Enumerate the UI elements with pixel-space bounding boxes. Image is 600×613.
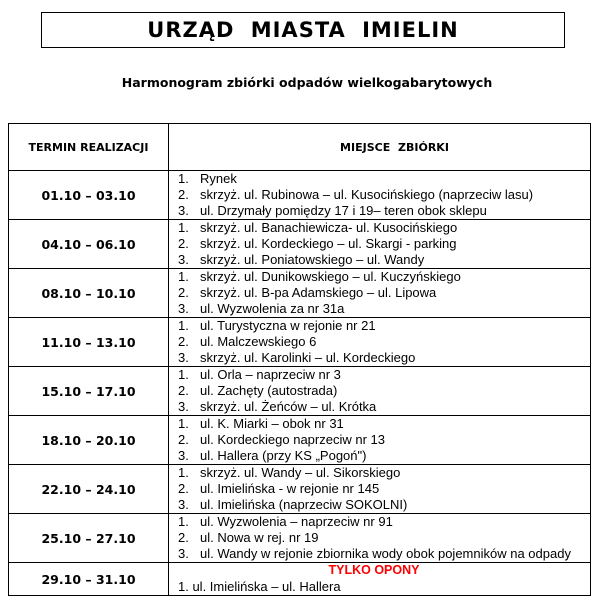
schedule-table	[8, 123, 591, 596]
list-item	[178, 399, 590, 415]
list-item	[178, 171, 590, 187]
list-item-text: skrzyż. ul. Banachiewicza- ul. Kusocińskiego	[200, 220, 458, 235]
table-row	[9, 563, 591, 596]
table-row	[9, 367, 591, 416]
list-item	[178, 578, 590, 595]
list-item-number: 1.	[178, 465, 189, 480]
list-item-number: 1.	[178, 269, 189, 284]
list-item-number: 2.	[178, 432, 189, 447]
title-box	[41, 12, 565, 48]
list-item	[178, 416, 590, 432]
list-item-number: 2.	[178, 530, 189, 545]
list-item	[178, 334, 590, 350]
page-subtitle: Harmonogram zbiórki odpadów wielkogabarytowych	[121, 75, 493, 90]
list-item-number: 2.	[178, 334, 189, 349]
list-item	[178, 383, 590, 399]
list-item-text: 1. ul. Imielińska – ul. Hallera	[178, 579, 341, 594]
list-item-text: skrzyż. ul. Karolinki – ul. Kordeckiego	[200, 350, 416, 365]
collection-places	[169, 171, 591, 220]
list-item	[178, 350, 590, 366]
list-item-text: ul. Imielińska (naprzeciw SOKOLNI)	[200, 497, 408, 512]
list-item-number: 1.	[178, 220, 189, 235]
list-item-text: ul. Malczewskiego 6	[200, 334, 317, 349]
collection-date: 08.10 – 10.10	[9, 269, 169, 318]
list-item-number: 3.	[178, 546, 189, 561]
list-item-number: 3.	[178, 203, 189, 218]
table-row	[9, 220, 591, 269]
collection-date: 04.10 – 06.10	[9, 220, 169, 269]
list-item	[178, 318, 590, 334]
list-item	[178, 203, 590, 219]
list-item	[178, 187, 590, 203]
list-item-text: Rynek	[200, 171, 237, 186]
collection-date: 22.10 – 24.10	[9, 465, 169, 514]
list-item	[178, 530, 590, 546]
list-item	[178, 497, 590, 513]
list-item	[178, 252, 590, 268]
list-item-text: ul. Imielińska - w rejonie nr 145	[200, 481, 380, 496]
collection-date: 11.10 – 13.10	[9, 318, 169, 367]
list-item-text: ul. Orla – naprzeciw nr 3	[200, 367, 341, 382]
list-item-text: ul. Wyzwolenia – naprzeciw nr 91	[200, 514, 393, 529]
collection-places	[169, 220, 591, 269]
list-item-number: 3.	[178, 448, 189, 463]
list-item	[178, 448, 590, 464]
list-item-text: ul. Zachęty (autostrada)	[200, 383, 338, 398]
list-item-text: skrzyż. ul. Żeńców – ul. Krótka	[200, 399, 377, 414]
list-item-text: ul. Kordeckiego naprzeciw nr 13	[200, 432, 385, 447]
collection-date: 01.10 – 03.10	[9, 171, 169, 220]
collection-places	[169, 318, 591, 367]
column-header-place: MIEJSCE ZBIÓRKI	[169, 124, 591, 171]
list-item	[178, 301, 590, 317]
list-item-text: skrzyż. ul. Poniatowskiego – ul. Wandy	[200, 252, 425, 267]
list-item-number: 3.	[178, 497, 189, 512]
table-row	[9, 171, 591, 220]
list-item-number: 3.	[178, 301, 189, 316]
list-item-text: ul. Turystyczna w rejonie nr 21	[200, 318, 376, 333]
list-item-number: 2.	[178, 383, 189, 398]
list-item-text: ul. Drzymały pomiędzy 17 i 19– teren obok sklepu	[200, 203, 487, 218]
list-item-number: 2.	[178, 285, 189, 300]
list-item-number: 1.	[178, 514, 189, 529]
list-item-number: 3.	[178, 252, 189, 267]
list-item-number: 2.	[178, 236, 189, 251]
list-item	[178, 285, 590, 301]
list-item	[178, 220, 590, 236]
list-item-number: 2.	[178, 187, 189, 202]
list-item-text: skrzyż. ul. B-pa Adamskiego – ul. Lipowa	[200, 285, 437, 300]
list-item-text: skrzyż. ul. Dunikowskiego – ul. Kuczyńskiego	[200, 269, 461, 284]
list-item-text: ul. Wyzwolenia za nr 31a	[200, 301, 345, 316]
collection-places	[169, 465, 591, 514]
list-item-number: 1.	[178, 416, 189, 431]
list-item-text: ul. Wandy w rejonie zbiornika wody obok pojemników na odpady	[200, 546, 571, 561]
list-item-number: 1.	[178, 367, 189, 382]
collection-places	[169, 514, 591, 563]
column-header-date: TERMIN REALIZACJI	[9, 124, 169, 171]
list-item	[178, 432, 590, 448]
list-item-text: ul. Hallera (przy KS „Pogoń")	[200, 448, 367, 463]
collection-places	[169, 367, 591, 416]
collection-date: 15.10 – 17.10	[9, 367, 169, 416]
table-row	[9, 416, 591, 465]
collection-places	[169, 416, 591, 465]
list-item-number: 3.	[178, 399, 189, 414]
list-item-text: skrzyż. ul. Rubinowa – ul. Kusocińskiego (naprzeciw lasu)	[200, 187, 534, 202]
list-item-number: 2.	[178, 481, 189, 496]
list-item-number: 1.	[178, 318, 189, 333]
table-row	[9, 514, 591, 563]
list-item	[178, 236, 590, 252]
list-item	[178, 269, 590, 285]
page-title: URZĄD MIASTA IMIELIN	[147, 18, 459, 42]
list-item-text: ul. K. Miarki – obok nr 31	[200, 416, 344, 431]
collection-places	[169, 563, 591, 596]
list-item-text: ul. Nowa w rej. nr 19	[200, 530, 319, 545]
special-note: TYLKO OPONY	[328, 563, 420, 577]
table-row	[9, 318, 591, 367]
table-row	[9, 465, 591, 514]
list-item	[178, 514, 590, 530]
table-header-row	[9, 124, 591, 171]
list-item-text: skrzyż. ul. Kordeckiego – ul. Skargi - parking	[200, 236, 457, 251]
collection-date: 29.10 – 31.10	[9, 563, 169, 596]
list-item-number: 3.	[178, 350, 189, 365]
collection-date: 25.10 – 27.10	[9, 514, 169, 563]
table-row	[9, 269, 591, 318]
list-item	[178, 546, 590, 562]
list-item	[178, 481, 590, 497]
list-item-number: 1.	[178, 171, 189, 186]
list-item	[178, 465, 590, 481]
list-item-text: skrzyż. ul. Wandy – ul. Sikorskiego	[200, 465, 401, 480]
collection-places	[169, 269, 591, 318]
list-item	[178, 367, 590, 383]
collection-date: 18.10 – 20.10	[9, 416, 169, 465]
